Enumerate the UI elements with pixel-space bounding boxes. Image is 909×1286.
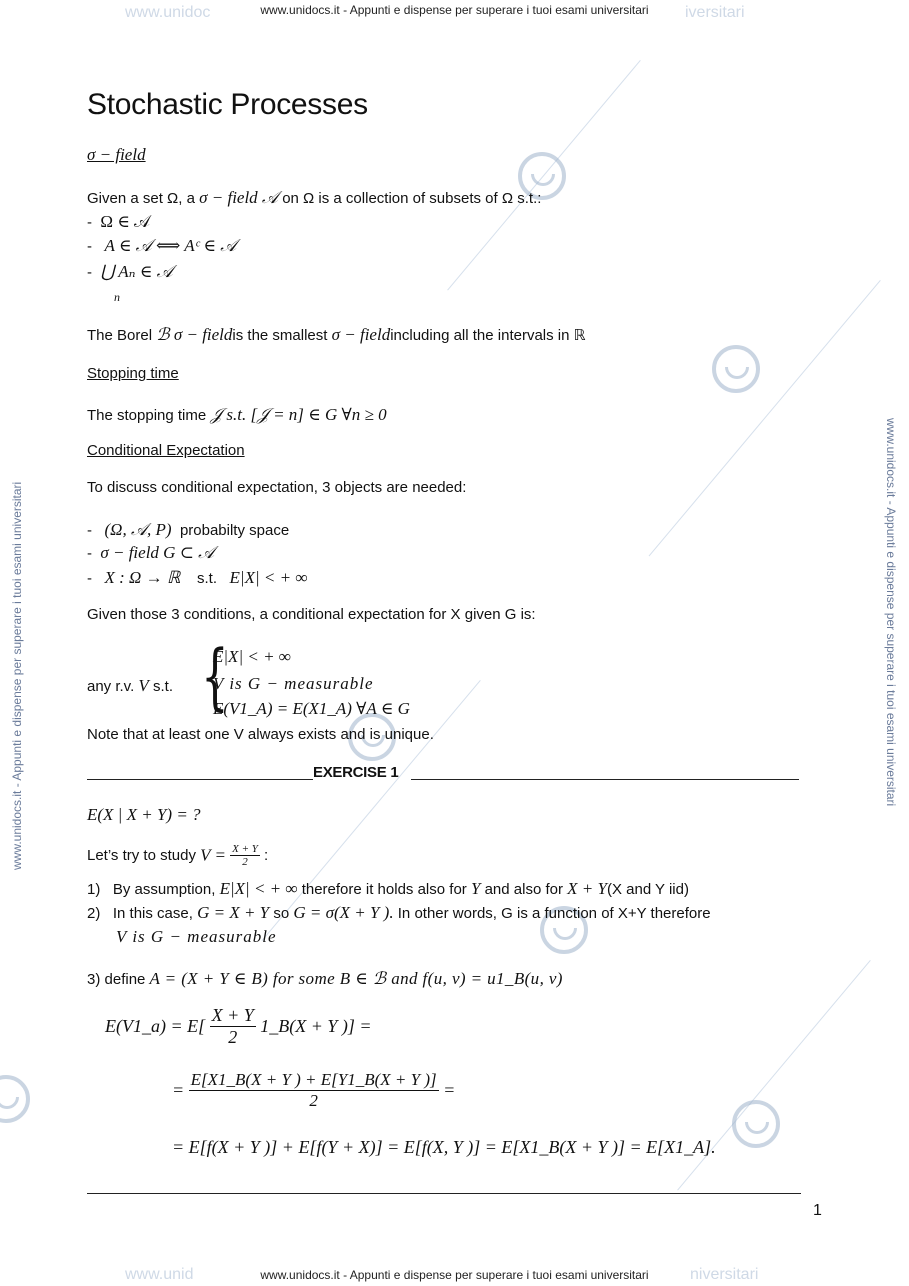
watermark-side-left: www.unidocs.it - Appunti e dispense per superare i tuoi esami universitari (10, 481, 24, 870)
v-eq: V = (200, 845, 226, 865)
watermark-ghost-left: www.unidoc (125, 4, 211, 21)
eq1-fraction-num: X + Y (211, 1005, 254, 1025)
watermark-footer-ghost-left: www.unid (125, 1266, 194, 1283)
sigma-field-heading: σ − field (87, 145, 146, 164)
item-math: ⋃ Aₙ ∈ 𝒜 (100, 262, 173, 281)
eq1-lhs: E(V1_a) = E[ (105, 1016, 206, 1036)
cases-brace: { (201, 634, 229, 718)
step-1-text-a: By assumption, (112, 881, 216, 898)
eq2-fraction-den: 2 (309, 1091, 318, 1110)
ce-item-2-math: σ − field G ⊂ 𝒜 (100, 543, 215, 562)
step-2-text-a: In this case, (112, 905, 193, 922)
intro-math: σ − field 𝒜 (199, 188, 279, 207)
watermark-diagonal-line (649, 280, 881, 556)
step-1-num: 1) (87, 881, 101, 898)
stopping-time-heading: Stopping time (87, 365, 179, 382)
step-1-math-2: Y (470, 879, 481, 898)
step-1-text-b: therefore it holds also for (301, 881, 467, 898)
borel-math-2: σ − field (331, 325, 391, 344)
eq2-fraction-num: E[X1_B(X + Y ) + E[Y1_B(X + Y )] (190, 1070, 437, 1089)
step-3 (87, 969, 563, 989)
watermark-ghost-right: iversitari (685, 4, 745, 21)
item-math: Ω ∈ 𝒜 (100, 212, 151, 231)
v-fraction (230, 843, 260, 868)
borel-text-pre: The Borel (87, 327, 153, 344)
watermark-footer-ghost-right: niversitari (690, 1266, 759, 1283)
conditional-expectation-intro: To discuss conditional expectation, 3 objects are needed: (87, 479, 467, 496)
exercise-question: E(X | X + Y) = ? (87, 805, 201, 824)
eq2-equals: = (172, 1080, 185, 1100)
step-2-text-b: so (273, 905, 290, 922)
watermark-logo-icon (712, 345, 760, 393)
watermark-logo-icon (732, 1100, 780, 1148)
stopping-time-definition (87, 405, 387, 425)
eq1-fraction-den: 2 (228, 1027, 238, 1047)
watermark-logo-icon (0, 1075, 30, 1123)
borel-text-mid: is the smallest (232, 327, 328, 344)
watermark-footer: www.unidocs.it - Appunti e dispense per superare i tuoi esami universitari (260, 1268, 649, 1282)
watermark-side-right: www.unidocs.it - Appunti e dispense per superare i tuoi esami universitari (884, 418, 898, 807)
step-1-text-c: and also for (484, 881, 563, 898)
borel-definition (87, 325, 586, 345)
case-1: E|X| < + ∞ (213, 647, 291, 666)
ce-note: Note that at least one V always exists and is unique. (87, 726, 434, 743)
bottom-rule (87, 1193, 801, 1194)
ce-item-3-st: s.t. (196, 570, 217, 587)
step-1-math-1: E|X| < + ∞ (219, 879, 298, 898)
step-2 (87, 903, 711, 923)
any-rv-post: s.t. (152, 678, 173, 695)
step-2-math-2: G = σ(X + Y ). (293, 903, 394, 922)
page-title: Stochastic Processes (87, 88, 368, 121)
any-rv-pre: any r.v. (87, 678, 135, 695)
sigma-field-item-3: - ⋃ Aₙ ∈ 𝒜 (87, 262, 173, 281)
lets-try-line (87, 843, 268, 868)
conditional-expectation-heading: Conditional Expectation (87, 442, 245, 459)
borel-text-post: including all the intervals in ℝ (390, 327, 586, 344)
step-2-text-c: In other words, G is a function of X+Y therefore (397, 905, 711, 922)
sigma-field-item-1: - Ω ∈ 𝒜 (87, 212, 151, 231)
step-1 (87, 879, 689, 899)
ce-item-3-cond: E|X| < + ∞ (229, 568, 308, 587)
ce-item-2: - σ − field G ⊂ 𝒜 (87, 543, 215, 562)
ce-given: Given those 3 conditions, a conditional expectation for X given G is: (87, 606, 536, 623)
union-subscript: n (114, 290, 120, 304)
equation-1 (105, 1005, 372, 1048)
any-rv-var: V (138, 676, 149, 695)
equation-3: = E[f(X + Y )] + E[f(Y + X)] = E[f(X, Y )] = E[X1_B(X + Y )] = E[X1_A]. (172, 1137, 716, 1157)
eq1-fraction (210, 1005, 256, 1048)
item-math: A ∈ 𝒜 ⟺ Aᶜ ∈ 𝒜 (104, 236, 237, 255)
ce-item-1: - (Ω, 𝒜, P) probabilty space (87, 520, 290, 539)
step-2-math-3: V is G − measurable (116, 927, 277, 946)
step-1-math-3: X + Y (567, 879, 607, 898)
divider (411, 779, 799, 780)
sigma-field-item-2: - A ∈ 𝒜 ⟺ Aᶜ ∈ 𝒜 (87, 236, 237, 255)
any-rv-label (87, 676, 173, 696)
case-2: V is G − measurable (213, 674, 374, 693)
ce-item-3: - X : Ω → ℝ s.t. E|X| < + ∞ (87, 568, 308, 587)
stopping-time-math: 𝒥 s.t. [𝒥 = n] ∈ G ∀n ≥ 0 (210, 405, 387, 424)
step-2-math-1: G = X + Y (197, 903, 270, 922)
intro-text-post: on Ω is a collection of subsets of Ω s.t.: (282, 190, 542, 207)
ce-item-3-math: X : Ω → ℝ (104, 568, 181, 587)
eq1-rhs: 1_B(X + Y )] = (260, 1016, 372, 1036)
page-number: 1 (813, 1202, 822, 1219)
lets-try-text: Let’s try to study (87, 847, 196, 864)
step-2-num: 2) (87, 905, 101, 922)
watermark-header: www.unidocs.it - Appunti e dispense per superare i tuoi esami universitari (260, 3, 649, 17)
equation-2 (172, 1070, 455, 1111)
case-3: E(V1_A) = E(X1_A) ∀A ∈ G (213, 699, 410, 718)
ce-item-1-text: probabilty space (179, 522, 290, 539)
v-colon: : (264, 847, 269, 864)
v-fraction-den: 2 (242, 856, 248, 868)
step-1-text-d: (X and Y iid) (606, 881, 689, 898)
eq2-tail: = (443, 1080, 456, 1100)
step-3-math: A = (X + Y ∈ B) for some B ∈ ℬ and f(u, v) = u1_B(u, v) (149, 969, 563, 988)
divider (87, 779, 313, 780)
step-3-pre: 3) define (87, 971, 146, 988)
intro-text-pre: Given a set Ω, a (87, 190, 195, 207)
exercise-label: EXERCISE 1 (313, 764, 399, 781)
ce-item-1-math: (Ω, 𝒜, P) (104, 520, 172, 539)
eq2-fraction (189, 1070, 439, 1111)
borel-math-1: ℬ σ − field (156, 325, 233, 344)
v-fraction-num: X + Y (232, 843, 258, 855)
stopping-time-text: The stopping time (87, 407, 207, 424)
sigma-field-intro (87, 188, 541, 208)
